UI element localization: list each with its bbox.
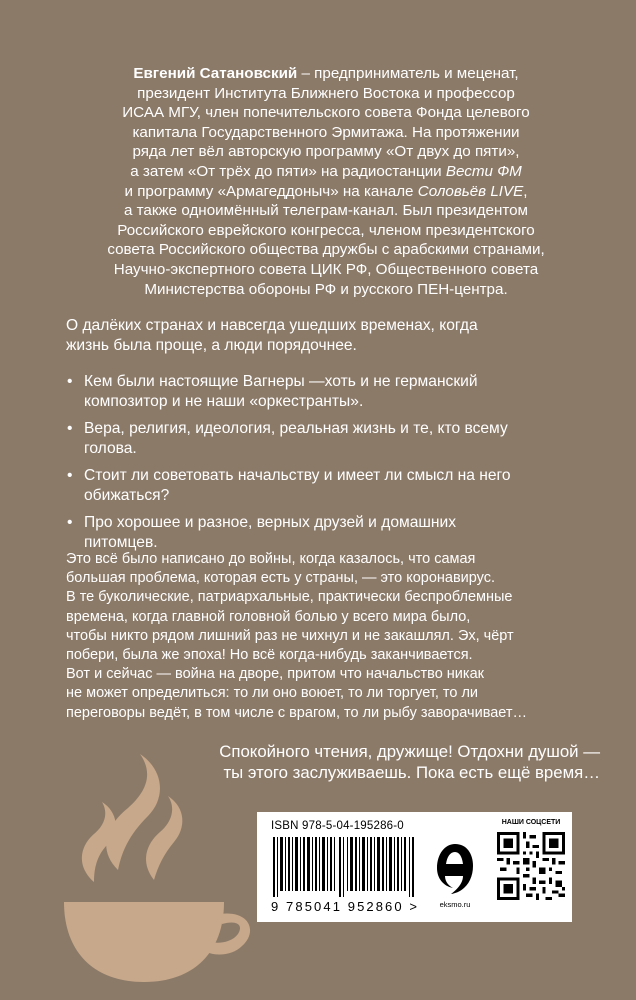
coffee-cup-icon xyxy=(36,720,266,990)
intro-text: О далёких странах и навсегда ушедших временах, когда жизнь была проще, а люди порядочнее. xyxy=(66,317,478,354)
list-item: • Вера, религия, идеология, реальная жизнь и те, кто всему голова. xyxy=(67,420,508,457)
barcode-icon xyxy=(269,837,419,897)
publisher-site: eksmo.ru xyxy=(439,900,471,909)
isbn-label: ISBN 978-5-04-195286-0 xyxy=(271,820,404,832)
closing-text: Спокойного чтения, дружище! Отдохни душой — ты этого заслуживаешь. Пока есть ещё время… xyxy=(219,742,600,782)
bullet-icon: • xyxy=(67,467,73,484)
topic-list xyxy=(66,372,586,560)
list-item: • Стоит ли советовать начальству и имеет ли смысл на него обижаться? xyxy=(67,467,511,504)
barcode-digits: 9 785041 952860 > xyxy=(271,899,420,914)
main-paragraph: Это всё было написано до войны, когда казалось, что самая большая проблема, которая есть у страны, — это коронавирус. В те буколические, патриархальные, практически беспроблемные времена, когда главной головной болью у всего мира было, чтобы никто рядом лишний раз не чихнул и не закашлял. Эх, чёрт побери, была же эпоха! Но всё когда-нибудь заканчивается. Вот и сейчас — война на дворе, притом что начальство никак не может определиться: то ли оно воюет, то ли торгует, то ли переговоры ведёт, в том числе с врагом, то ли рыбу заворачивает… xyxy=(66,551,528,721)
list-item: • Про хорошее и разное, верных друзей и домашних питомцев. xyxy=(67,514,457,551)
qr-code-icon xyxy=(497,832,565,900)
author-name: Евгений Сатановский xyxy=(133,65,298,82)
bullet-icon: • xyxy=(67,420,73,437)
barcode-panel xyxy=(257,812,572,922)
list-item: • Кем были настоящие Вагнеры —хоть и не германский композитор и не наши «оркестранты». xyxy=(67,373,478,410)
eksmo-logo-icon xyxy=(433,840,477,898)
social-label: НАШИ СОЦСЕТИ xyxy=(501,819,561,826)
author-bio: Евгений Сатановский – предприниматель и меценат, президент Института Ближнего Востока и профессор ИСАА МГУ, член попечительского совета Фонда целевого капитала Государственного Эрмитажа. На протяжении ряда лет вёл авторскую программу «От двух до пяти», а затем «От трёх до пяти» на радиостанции Вести ФМ и программу «Армагеддоныч» на канале Соловьёв LIVE, а также одноимённый телеграм-канал. Был президентом Российского еврейского конгресса, членом президентского совета Российского общества дружбы с арабскими странами, Научно-экспертного совета ЦИК РФ, Общественного совета Министерства обороны РФ и русского ПЕН-центра. xyxy=(107,65,545,298)
bullet-icon: • xyxy=(67,373,73,390)
bullet-icon: • xyxy=(67,514,73,531)
